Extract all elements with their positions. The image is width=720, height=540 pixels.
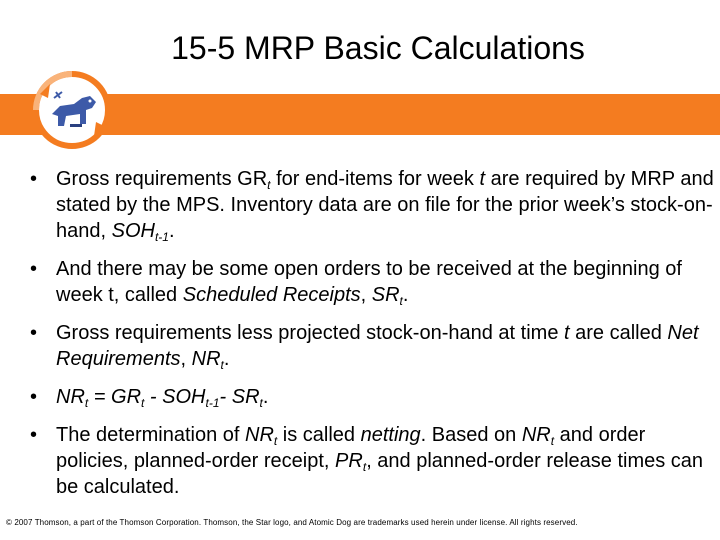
bullet-text-segment: . Based on	[420, 424, 522, 446]
bullet-text-segment: and order policies, planned-order receipt,	[56, 424, 646, 472]
bullet-item	[30, 166, 720, 244]
slide-title: 15-5 MRP Basic Calculations	[171, 30, 585, 66]
bullet-text-segment: t-1	[154, 230, 169, 244]
bullet-text-segment: - SR	[219, 386, 260, 408]
bullet-text-segment: .	[168, 220, 175, 242]
bullet-list	[30, 166, 720, 512]
bullet-text-segment: t	[84, 396, 89, 410]
bullet-marker: •	[30, 258, 38, 280]
bullet-text-segment: .	[223, 348, 230, 370]
bullet-item	[30, 422, 720, 500]
bullet-text-segment: t	[399, 294, 403, 308]
bullet-marker: •	[30, 168, 38, 190]
bullet-text-segment: Gross requirements GR	[56, 168, 268, 190]
bullet-text-segment: NR	[245, 424, 274, 446]
bullet-text-segment: NR	[521, 424, 551, 446]
bullet-text-segment: t	[564, 322, 570, 344]
bullet-text-segment: , and planned-order release times can be calculated.	[56, 450, 704, 498]
bullet-text-segment: are called	[569, 322, 668, 344]
bullet-text-segment: are required by MRP and stated by the MPS. Inventory data are on file for the prior week’s stock-on-hand,	[56, 168, 714, 242]
bullet-text-segment: ,	[360, 284, 372, 306]
bullet-item	[30, 320, 720, 372]
bullet-text-segment: t	[267, 178, 271, 192]
bullet-marker: •	[30, 386, 38, 408]
bullet-text	[56, 320, 720, 372]
bullet-item	[30, 256, 720, 308]
bullet-text	[56, 384, 720, 410]
bullet-text-segment: Scheduled Receipts	[182, 284, 361, 306]
bullet-marker: •	[30, 322, 38, 344]
bullet-text-segment: SR	[371, 284, 400, 306]
bullet-item	[30, 384, 720, 410]
bullet-text	[56, 166, 720, 244]
bullet-text-segment: t	[141, 396, 145, 410]
bullet-text	[56, 422, 720, 500]
bullet-text-segment: t	[362, 460, 367, 474]
bullet-marker: •	[30, 424, 38, 446]
bullet-text-segment: t	[220, 358, 224, 372]
bullet-text-segment: .	[262, 386, 269, 408]
bullet-text-segment: t	[550, 434, 555, 448]
bullet-text-segment: Net Requirements	[56, 322, 699, 370]
bullet-text-segment: for end-items for week	[270, 168, 480, 190]
bullet-text	[56, 256, 720, 308]
atomic-dog-logo-icon	[30, 68, 114, 152]
bullet-text-segment: t	[273, 434, 278, 448]
bullet-text-segment: t	[259, 396, 263, 410]
bullet-text-segment: - SOH	[144, 386, 206, 408]
bullet-text-segment: PR	[335, 450, 363, 472]
bullet-text-segment: NR	[56, 386, 85, 408]
bullet-text-segment: ,	[180, 348, 192, 370]
bullet-text-segment: t-1	[205, 396, 220, 410]
bullet-text-segment: .	[402, 284, 409, 306]
bullet-text-segment: is called	[277, 424, 361, 446]
bullet-text-segment: NR	[191, 348, 221, 370]
bullet-text-segment: Gross requirements less projected stock-on-hand at time	[56, 322, 564, 344]
bullet-text-segment: = GR	[88, 386, 142, 408]
bullet-text-segment: The determination of	[56, 424, 245, 446]
bullet-text-segment: t	[479, 168, 486, 190]
bullet-text-segment: And there may be some open orders to be received at the beginning of week t, called	[56, 258, 682, 306]
bullet-text-segment: SOH	[111, 220, 155, 242]
copyright-footer: © 2007 Thomson, a part of the Thomson Corporation. Thomson, the Star logo, and Atomic Dog are trademarks used herein under license. All rights reserved.	[6, 518, 578, 527]
bullet-text-segment: netting	[360, 424, 421, 446]
